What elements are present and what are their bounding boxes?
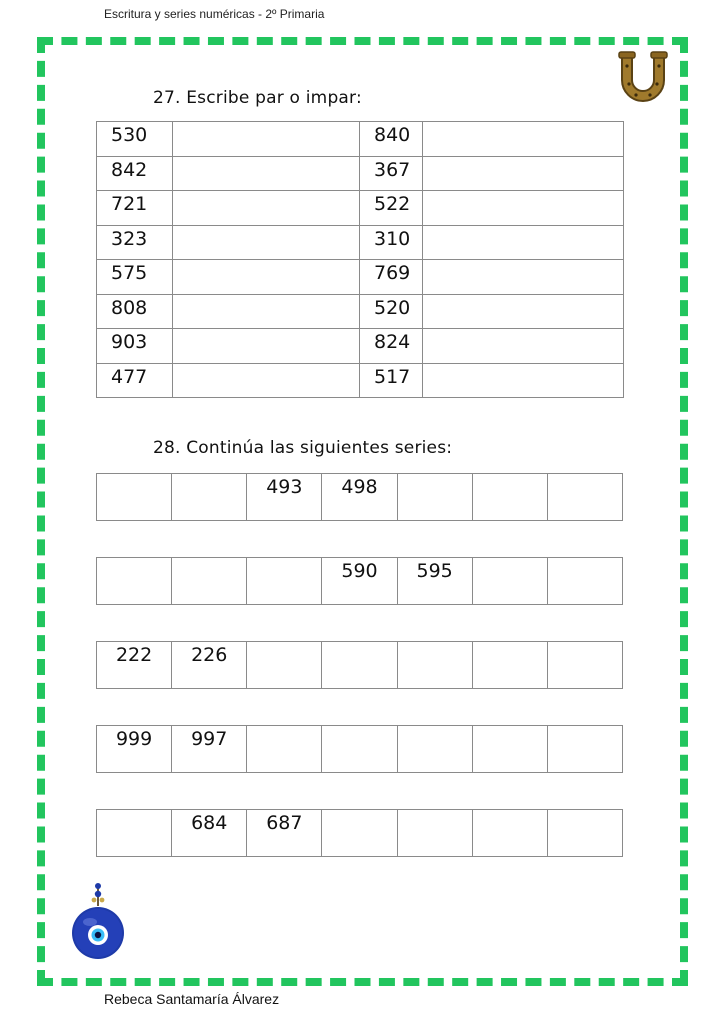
series-blank-cell[interactable]	[472, 642, 547, 689]
number-cell: 517	[360, 363, 423, 398]
series-blank-cell[interactable]	[472, 810, 547, 857]
even-odd-row	[97, 363, 624, 398]
series-blank-cell[interactable]	[322, 726, 397, 773]
number-cell: 530	[97, 122, 173, 157]
series-blank-cell[interactable]	[97, 810, 172, 857]
series-row-3	[96, 641, 623, 689]
answer-cell[interactable]	[173, 329, 360, 364]
answer-cell[interactable]	[173, 363, 360, 398]
series-blank-cell[interactable]	[97, 558, 172, 605]
number-cell: 769	[360, 260, 423, 295]
series-cells	[97, 474, 623, 521]
number-cell: 367	[360, 156, 423, 191]
series-blank-cell[interactable]	[397, 810, 472, 857]
series-blank-cell[interactable]	[247, 642, 322, 689]
series-value-cell: 493	[247, 474, 322, 521]
series-value-cell: 498	[322, 474, 397, 521]
series-value-cell: 226	[172, 642, 247, 689]
series-blank-cell[interactable]	[247, 558, 322, 605]
series-value-cell: 590	[322, 558, 397, 605]
series-cells	[97, 642, 623, 689]
number-cell: 808	[97, 294, 173, 329]
answer-cell[interactable]	[173, 294, 360, 329]
even-odd-row	[97, 225, 624, 260]
series-blank-cell[interactable]	[547, 558, 622, 605]
series-cells	[97, 558, 623, 605]
number-cell: 840	[360, 122, 423, 157]
number-cell: 520	[360, 294, 423, 329]
series-blank-cell[interactable]	[397, 726, 472, 773]
horseshoe-icon	[612, 50, 674, 112]
series-blank-cell[interactable]	[472, 474, 547, 521]
answer-cell[interactable]	[173, 225, 360, 260]
series-row-2	[96, 557, 623, 605]
page-header: Escritura y series numéricas - 2º Primaria	[104, 7, 325, 21]
exercise-28-title: 28. Continúa las siguientes series:	[153, 438, 453, 458]
series-blank-cell[interactable]	[97, 474, 172, 521]
series-row-4	[96, 725, 623, 773]
series-blank-cell[interactable]	[397, 642, 472, 689]
series-blank-cell[interactable]	[172, 474, 247, 521]
even-odd-row	[97, 294, 624, 329]
number-cell: 721	[97, 191, 173, 226]
series-blank-cell[interactable]	[547, 642, 622, 689]
answer-cell[interactable]	[423, 329, 624, 364]
even-odd-table	[96, 121, 624, 398]
series-value-cell: 999	[97, 726, 172, 773]
answer-cell[interactable]	[423, 191, 624, 226]
series-cells	[97, 726, 623, 773]
series-value-cell: 684	[172, 810, 247, 857]
even-odd-row	[97, 191, 624, 226]
even-odd-row	[97, 122, 624, 157]
answer-cell[interactable]	[173, 156, 360, 191]
series-blank-cell[interactable]	[472, 726, 547, 773]
answer-cell[interactable]	[423, 122, 624, 157]
number-cell: 842	[97, 156, 173, 191]
even-odd-row	[97, 260, 624, 295]
number-cell: 477	[97, 363, 173, 398]
series-value-cell: 997	[172, 726, 247, 773]
answer-cell[interactable]	[423, 260, 624, 295]
number-cell: 575	[97, 260, 173, 295]
even-odd-row	[97, 329, 624, 364]
number-cell: 903	[97, 329, 173, 364]
series-row-5	[96, 809, 623, 857]
answer-cell[interactable]	[423, 156, 624, 191]
series-blank-cell[interactable]	[397, 474, 472, 521]
series-blank-cell[interactable]	[247, 726, 322, 773]
answer-cell[interactable]	[423, 294, 624, 329]
answer-cell[interactable]	[173, 191, 360, 226]
series-blank-cell[interactable]	[322, 810, 397, 857]
series-row-1	[96, 473, 623, 521]
answer-cell[interactable]	[173, 260, 360, 295]
number-cell: 522	[360, 191, 423, 226]
answer-cell[interactable]	[423, 225, 624, 260]
number-cell: 824	[360, 329, 423, 364]
number-cell: 323	[97, 225, 173, 260]
page-footer-author: Rebeca Santamaría Álvarez	[104, 991, 280, 1007]
answer-cell[interactable]	[423, 363, 624, 398]
series-blank-cell[interactable]	[322, 642, 397, 689]
series-blank-cell[interactable]	[472, 558, 547, 605]
evil-eye-icon	[70, 880, 126, 962]
series-value-cell: 687	[247, 810, 322, 857]
series-blank-cell[interactable]	[547, 810, 622, 857]
even-odd-row	[97, 156, 624, 191]
series-blank-cell[interactable]	[547, 726, 622, 773]
number-cell: 310	[360, 225, 423, 260]
series-blank-cell[interactable]	[547, 474, 622, 521]
exercise-27-title: 27. Escribe par o impar:	[153, 88, 362, 108]
series-value-cell: 595	[397, 558, 472, 605]
series-cells	[97, 810, 623, 857]
series-blank-cell[interactable]	[172, 558, 247, 605]
answer-cell[interactable]	[173, 122, 360, 157]
series-value-cell: 222	[97, 642, 172, 689]
